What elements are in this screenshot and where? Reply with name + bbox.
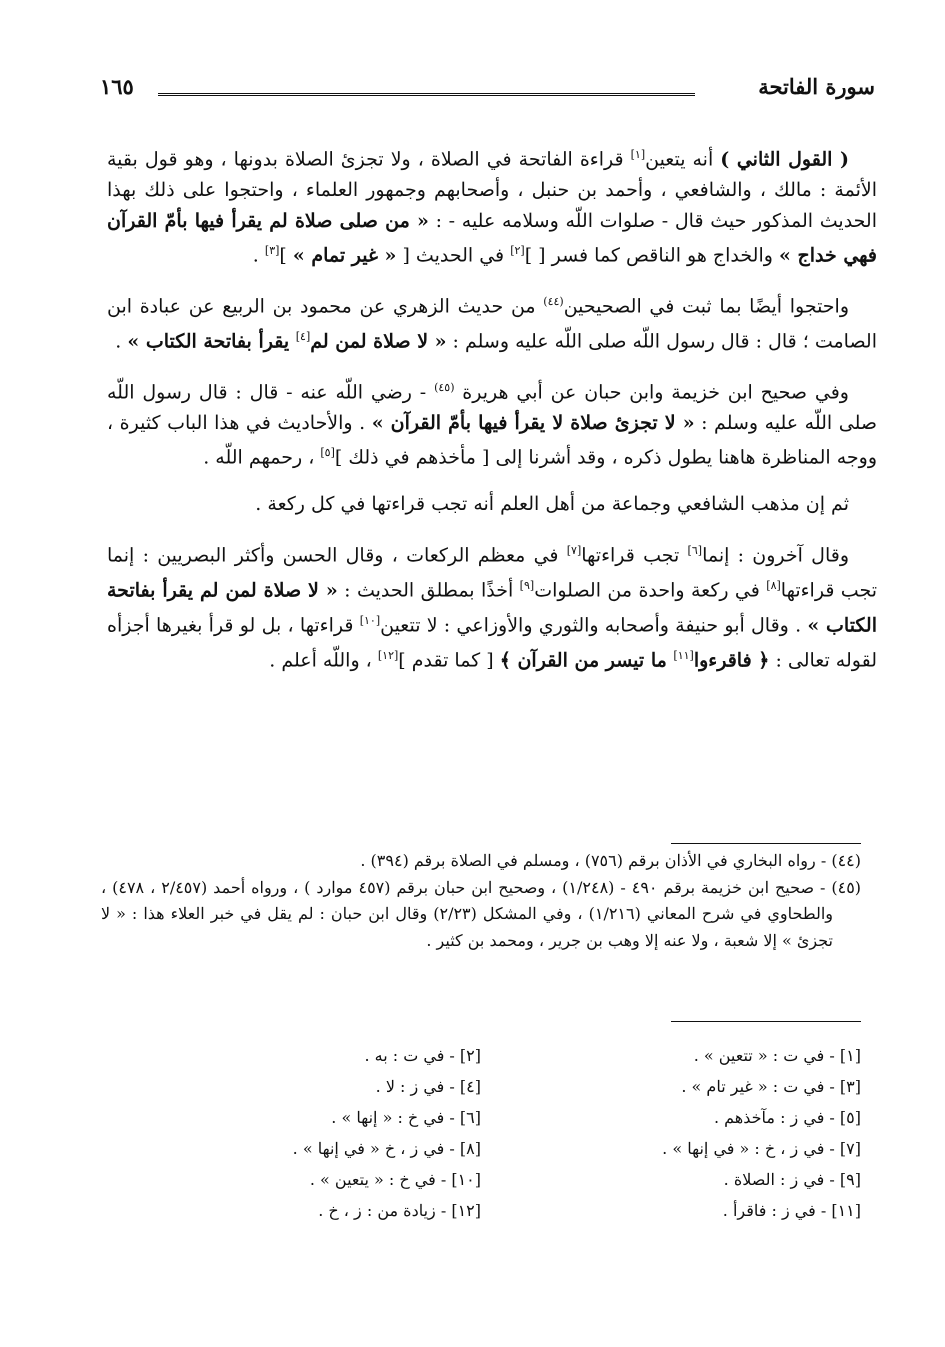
hadith-quote: « لا صلاة لمن لم	[310, 330, 447, 353]
footnote-separator	[671, 843, 861, 844]
paragraph-5	[107, 536, 877, 676]
variant-note: [٦] - في خ : « إنها » .	[331, 1108, 481, 1127]
text-run: وفي صحيح ابن خزيمة وابن حبان عن أبي هريرة	[454, 381, 849, 404]
text-run: في ركعة واحدة من الصلوات	[534, 579, 767, 602]
text-run: .	[115, 330, 128, 353]
variant-note: [١] - في ت : « تتعين » .	[693, 1046, 861, 1065]
footnote-44: (٤٤) - رواه البخاري في الأذان برقم (٧٥٦) ، ومسلم في الصلاة برقم (٣٩٤) .	[360, 851, 861, 870]
hadith-quote: « لا صلاة لمن لم يقرأ بفاتحة الكتاب »	[107, 579, 877, 637]
variant-note: [٣] - في ت : « غير تام » .	[681, 1077, 861, 1096]
variant-note: [٩] - في ز : الصلاة .	[723, 1170, 861, 1189]
text-run: قراءتها ، بل لو قرأ بغيرها أجزأه لقوله تعالى :	[107, 614, 877, 671]
variants-left-column	[151, 1040, 481, 1226]
text-run: ثم إن مذهب الشافعي وجماعة من أهل العلم أنه تجب قراءتها في كل ركعة .	[255, 493, 849, 516]
variant-note: [١٠] - في خ : « يتعين » .	[309, 1170, 481, 1189]
text-run: أنه يتعين	[645, 148, 721, 171]
variant-ref: [٤]	[295, 329, 311, 343]
variant-note: [٥] - في ز : مآخذهم .	[713, 1108, 861, 1127]
text-run: قراءة الفاتحة في الصلاة ، ولا تجزئ الصلاة بدونها ، وهو قول بقية الأئمة : مالك ، والشافعي ، وأحمد بن حنبل ، وأصحابهم وجمهور العلماء ، واحتجوا على ذلك بهذا الحديث المذكور حيث قال - صلوات اللّه وسلامه عليه - :	[107, 148, 877, 232]
chapter-title: سورة الفاتحة	[758, 74, 875, 99]
text-run: . وقال أبو حنيفة وأصحابه والثوري والأوزاعي : لا تتعين	[380, 614, 808, 637]
footnote-ref: (٤٥)	[434, 380, 455, 394]
variant-note: [١١] - في ز : فاقرأ .	[722, 1201, 861, 1220]
text-run: .	[252, 244, 265, 267]
text-run: أخذًا بمطلق الحديث :	[337, 579, 520, 602]
variant-ref: [٩]	[519, 578, 535, 592]
text-run: تجب قراءتها	[581, 544, 688, 567]
paragraph-1	[107, 140, 877, 271]
hadith-quote: يقرأ بفاتحة الكتاب »	[127, 330, 296, 353]
main-text	[107, 140, 877, 692]
footnotes	[101, 848, 861, 954]
variant-note: [٤] - في ز : لا .	[375, 1077, 481, 1096]
text-run: [ كما تقدم ]	[398, 649, 500, 671]
variant-ref: [١٢]	[377, 648, 399, 662]
variant-ref: [١٠]	[359, 613, 381, 627]
footnote-ref: (٤٤)	[543, 295, 564, 309]
hadith-quote: « لا تجزئ صلاة لا يقرأ فيها بأمّ القرآن »	[371, 411, 695, 434]
text-run: واحتجوا أيضًا بما ثبت في الصحيحين	[563, 295, 850, 318]
text-run: ، رحمهم اللّه .	[203, 446, 321, 469]
variant-note: [٧] - في ز ، خ : « في إنها » .	[662, 1139, 861, 1158]
variant-ref: [٢]	[510, 244, 525, 258]
variants-separator	[671, 1021, 861, 1022]
page-number: ١٦٥	[100, 74, 134, 99]
text-run: وقال آخرون : إنما	[702, 544, 849, 567]
page-header	[100, 74, 875, 114]
paragraph-3	[107, 373, 877, 473]
variant-ref: [٦]	[687, 543, 703, 557]
text-run: ]	[279, 244, 293, 267]
header-rule	[158, 93, 695, 96]
variant-ref: [٥]	[320, 446, 335, 460]
variants-right-column	[531, 1040, 861, 1226]
paragraph-4	[107, 489, 877, 520]
hadith-quote: « من صلى صلاة لم يقرأ فيها بأمّ القرآن فهي خداج »	[107, 209, 877, 267]
text-run: من حديث الزهري عن محمود بن الربيع عن عبادة ابن الصامت ؛ قال : قال رسول اللّه صلى اللّه عليه وسلم :	[107, 295, 877, 353]
section-label: ( القول الثاني )	[720, 148, 849, 171]
footnote-45: (٤٥) - صحيح ابن خزيمة برقم ٤٩٠ - (١/٢٤٨) ، وصحيح ابن حبان برقم (٤٥٧ موارد ) ، ورواه أحمد (٢/٤٥٧ ، ٤٧٨) ، والطحاوي في شرح المعاني (١/٢١٦) ، وفي المشكل (٢/٢٣) وقال ابن حبان : لم يقل في خبر العلاء هذا : « لا تجزئ » إلا شعبة ، ولا عنه إلا وهب بن جرير ، ومحمد بن كثير .	[101, 877, 862, 950]
variant-ref: [٨]	[766, 578, 781, 592]
variant-note: [٢] - في ت : به .	[364, 1046, 481, 1065]
text-run: والخداج هو الناقص كما فسر [ ]	[524, 244, 779, 267]
quran-verse: ما تيسر من القرآن ﴾	[499, 649, 674, 671]
text-run: . والأحاديث في هذا الباب كثيرة ، ووجه المناظرة هاهنا يطول ذكره ، وقد أشرنا إلى [ مأخذهم في ذلك ]	[107, 411, 877, 469]
paragraph-2	[107, 287, 877, 357]
variant-note: [١٢] - زيادة من : ز ، خ .	[318, 1201, 481, 1220]
text-run: في معظم الركعات ، وقال الحسن وأكثر البصريين : إنما تجب قراءتها	[107, 544, 878, 602]
quran-verse: ﴿ فاقرءوا	[693, 649, 770, 671]
variant-ref: [١]	[630, 148, 646, 161]
text-run: - رضي اللّه عنه - قال : قال رسول اللّه صلى اللّه عليه وسلم :	[107, 381, 877, 434]
text-run: ، واللّه أعلم .	[269, 649, 378, 671]
text-run: في الحديث [	[396, 244, 511, 267]
variant-ref: [١١]	[673, 648, 694, 662]
variant-note: [٨] - في ز ، خ « في إنها » .	[292, 1139, 481, 1158]
variant-ref: [٧]	[566, 543, 582, 557]
variant-ref: [٣]	[264, 244, 280, 258]
hadith-quote: « غير تمام »	[292, 244, 397, 267]
